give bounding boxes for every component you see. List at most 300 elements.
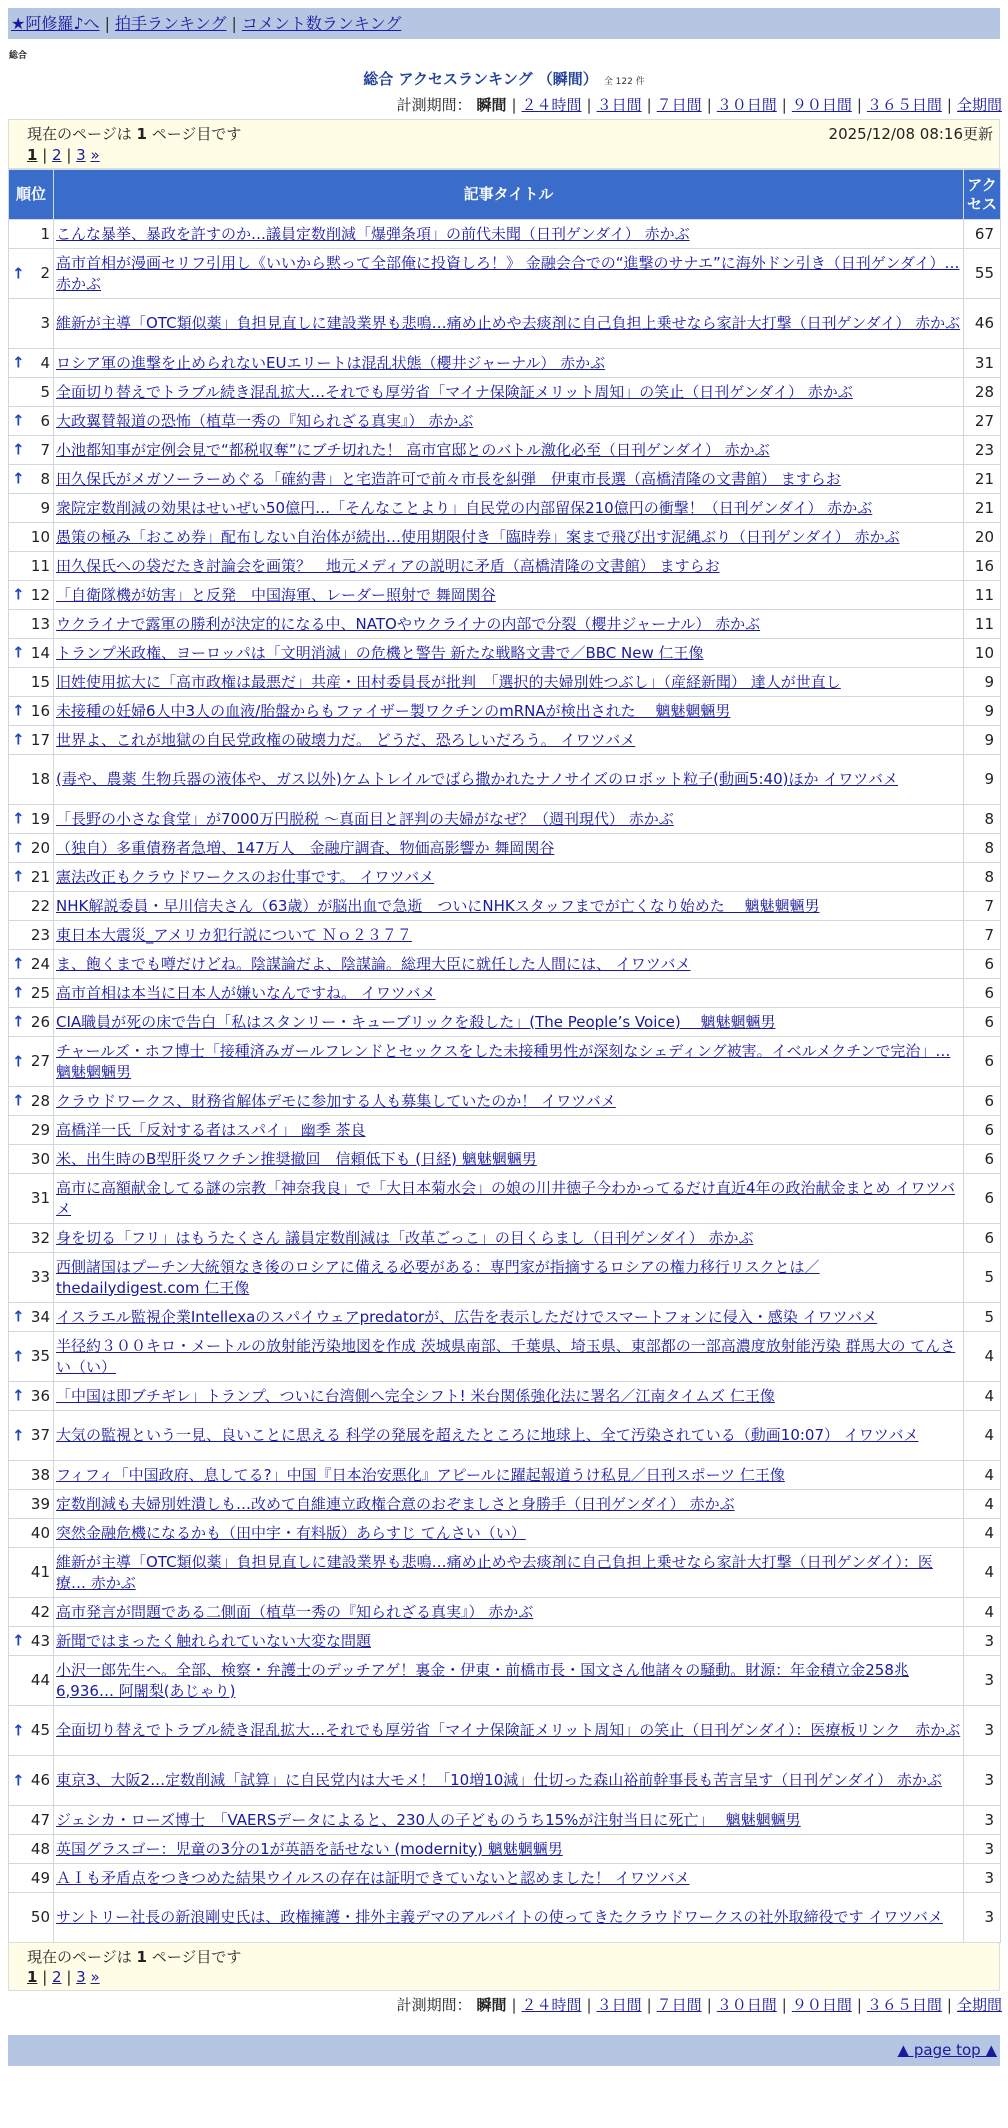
rank-number: 25 — [30, 983, 50, 1002]
title-cell — [54, 979, 964, 1008]
table-row — [9, 805, 1001, 834]
article-link[interactable]: 憲法改正もクラウドワークスのお仕事です。 イワツバメ — [56, 867, 435, 886]
rank-number: 46 — [30, 1771, 50, 1789]
rank-number: 6 — [40, 411, 50, 430]
page-next-link-bottom[interactable]: » — [90, 1968, 100, 1986]
rank-cell — [9, 1253, 54, 1303]
article-link[interactable]: 世界よ、これが地獄の自民党政権の破壊力だ。 どうだ、恐ろしいだろう。 イワツバメ — [56, 730, 636, 749]
up-arrow-icon: ↑ — [12, 983, 25, 1002]
rank-cell — [9, 1087, 54, 1116]
article-link[interactable]: 全面切り替えでトラブル続き混乱拡大…それでも厚労省「マイナ保険証メリット周知」の笑止（日刊ゲンダイ）：医療板リンク 赤かぶ — [56, 1721, 961, 1739]
rank-cell — [9, 834, 54, 863]
article-link[interactable]: 英国グラスゴー：児童の3分の1が英語を話せない (modernity) 魑魅魍魎男 — [56, 1839, 563, 1858]
title-cell — [54, 581, 964, 610]
article-link[interactable]: 「長野の小さな食堂」が7000万円脱税 ～真面目と評判の夫婦がなぜ？（週刊現代） 赤かぶ — [56, 809, 674, 828]
access-count: 55 — [964, 249, 1001, 299]
rank-cell — [9, 1224, 54, 1253]
up-arrow-icon: ↑ — [12, 1386, 25, 1405]
page-link-2[interactable]: 2 — [52, 146, 62, 164]
period-link-90d[interactable]: ９０日間 — [791, 96, 852, 114]
access-count: 3 — [964, 1706, 1001, 1756]
title-cell — [54, 1806, 964, 1835]
page-current: 1 — [27, 146, 38, 164]
title-cell — [54, 494, 964, 523]
access-count: 21 — [964, 465, 1001, 494]
header-rank: 順位 — [9, 170, 54, 220]
pager-top — [8, 119, 1000, 169]
rank-number: 50 — [30, 1908, 50, 1926]
article-link[interactable]: 未接種の妊婦6人中3人の血液/胎盤からもファイザー製ワクチンのmRNAが検出された 魑魅魍魎男 — [56, 701, 731, 720]
article-link[interactable]: (毒や、農薬 生物兵器の液体や、ガス以外)ケムトレイルでばら撒かれたナノサイズのロボット粒子(動画5:40)ほか イワツバメ — [56, 770, 898, 788]
rank-number: 33 — [30, 1268, 50, 1286]
updated-time: 2025/12/08 08:16更新 — [828, 125, 993, 143]
access-count: 6 — [964, 1087, 1001, 1116]
period-selector-top: 計測期間： 瞬間 | ２４時間 | ３日間 | ７日間 | ３０日間 | ９０日間 | ３６５日間 | 全期間 — [396, 96, 1002, 114]
rank-number: 8 — [40, 469, 50, 488]
period-current-bottom: 瞬間 — [476, 1996, 507, 2014]
rank-cell — [9, 407, 54, 436]
rank-number: 30 — [30, 1149, 50, 1168]
table-row — [9, 1411, 1001, 1461]
table-row — [9, 697, 1001, 726]
rank-cell — [9, 523, 54, 552]
article-link[interactable]: こんな暴挙、暴政を許すのか…議員定数削減「爆弾条項」の前代未聞（日刊ゲンダイ） 赤かぶ — [56, 224, 690, 243]
rank-cell — [9, 1382, 54, 1411]
pager-bottom — [8, 1942, 1000, 1991]
rank-cell — [9, 249, 54, 299]
table-row — [9, 950, 1001, 979]
title-cell — [54, 1598, 964, 1627]
rank-cell — [9, 1332, 54, 1382]
up-arrow-icon: ↑ — [12, 1091, 25, 1110]
rank-cell — [9, 1548, 54, 1598]
page-next-link[interactable]: » — [90, 146, 100, 164]
rank-cell — [9, 1706, 54, 1756]
period-link-7d-bottom[interactable]: ７日間 — [656, 1996, 702, 2014]
rank-number: 2 — [40, 264, 50, 282]
top-nav-bar — [8, 8, 1000, 39]
access-count: 6 — [964, 1116, 1001, 1145]
rank-number: 45 — [30, 1721, 50, 1739]
access-count: 27 — [964, 407, 1001, 436]
table-row — [9, 436, 1001, 465]
title-cell — [54, 863, 964, 892]
rank-cell — [9, 552, 54, 581]
access-count: 9 — [964, 697, 1001, 726]
access-count: 6 — [964, 1008, 1001, 1037]
table-row — [9, 1145, 1001, 1174]
title-cell — [54, 1008, 964, 1037]
article-link[interactable]: 旧姓使用拡大に「高市政権は最悪だ」共産・田村委員長が批判 「選択的夫婦別姓つぶし」（産経新聞） 達人が世直し — [56, 672, 841, 691]
ranking-table — [8, 169, 1001, 1943]
up-arrow-icon: ↑ — [12, 585, 25, 604]
table-row — [9, 668, 1001, 697]
access-count: 5 — [964, 1253, 1001, 1303]
table-row — [9, 1382, 1001, 1411]
access-count: 8 — [964, 863, 1001, 892]
article-link[interactable]: 高橋洋一氏「反対する者はスパイ」 幽季 茶良 — [56, 1120, 366, 1139]
up-arrow-icon: ↑ — [12, 411, 25, 430]
rank-cell — [9, 1008, 54, 1037]
title-cell — [54, 1656, 964, 1706]
article-link[interactable]: 全面切り替えでトラブル続き混乱拡大…それでも厚労省「マイナ保険証メリット周知」の笑止（日刊ゲンダイ） 赤かぶ — [56, 382, 853, 401]
table-row — [9, 407, 1001, 436]
article-link[interactable]: イスラエル監視企業Intellexaのスパイウェアpredatorが、広告を表示しただけでスマートフォンに侵入・感染 イワツバメ — [56, 1307, 878, 1326]
access-count: 11 — [964, 610, 1001, 639]
access-count: 4 — [964, 1519, 1001, 1548]
article-link[interactable]: チャールズ・ホフ博士「接種済みガールフレンドとセックスをした未接種男性が深刻なシェディング被害。イベルメクチンで完治」… 魑魅魍魎男 — [56, 1041, 951, 1081]
rank-cell — [9, 349, 54, 378]
access-count: 9 — [964, 726, 1001, 755]
up-arrow-icon: ↑ — [12, 353, 25, 372]
article-link[interactable]: 大政翼賛報道の恐怖（植草一秀の『知られざる真実』） 赤かぶ — [56, 411, 474, 430]
rank-number: 19 — [30, 809, 50, 828]
table-row — [9, 610, 1001, 639]
rank-number: 42 — [30, 1602, 50, 1621]
access-count: 6 — [964, 950, 1001, 979]
title-cell — [54, 1174, 964, 1224]
rank-number: 26 — [30, 1012, 50, 1031]
table-row — [9, 726, 1001, 755]
access-count: 6 — [964, 1145, 1001, 1174]
total-count: 全 122 件 — [603, 77, 645, 87]
access-count: 8 — [964, 834, 1001, 863]
rank-number: 34 — [30, 1307, 50, 1326]
applause-ranking-link[interactable]: 拍手ランキング — [114, 14, 227, 33]
up-arrow-icon: ↑ — [12, 867, 25, 886]
rank-cell — [9, 494, 54, 523]
rank-cell — [9, 1519, 54, 1548]
title-cell — [54, 805, 964, 834]
rank-cell — [9, 1037, 54, 1087]
up-arrow-icon: ↑ — [12, 440, 25, 459]
rank-cell — [9, 378, 54, 407]
title-cell — [54, 610, 964, 639]
access-count: 4 — [964, 1411, 1001, 1461]
table-row — [9, 378, 1001, 407]
period-link-all-bottom[interactable]: 全期間 — [956, 1996, 1002, 2014]
article-link[interactable]: 維新が主導「OTC類似薬」負担見直しに建設業界も悲鳴…痛め止めや去痰剤に自己負担上乗せなら家計大打撃（日刊ゲンダイ） 赤かぶ — [56, 314, 961, 332]
rank-cell — [9, 610, 54, 639]
access-count: 31 — [964, 349, 1001, 378]
rank-number: 11 — [30, 556, 50, 575]
title-cell — [54, 697, 964, 726]
period-link-30d-bottom[interactable]: ３０日間 — [716, 1996, 777, 2014]
access-count: 4 — [964, 1332, 1001, 1382]
rank-number: 29 — [30, 1120, 50, 1139]
rank-number: 18 — [30, 770, 50, 788]
article-link[interactable]: 衆院定数削減の効果はせいぜい50億円…「そんなことより」自民党の内部留保210億円の衝撃！（日刊ゲンダイ） 赤かぶ — [56, 498, 873, 517]
article-link[interactable]: 「中国は即ブチギレ」トランプ、ついに台湾側へ完全シフト! 米台関係強化法に署名／江南タイムズ 仁王像 — [56, 1386, 775, 1405]
article-link[interactable]: サントリー社長の新浪剛史氏は、政権擁護・排外主義デマのアルバイトの使ってきたクラウドワークスの社外取締役です イワツバメ — [56, 1908, 943, 1926]
title-cell — [54, 1864, 964, 1893]
rank-number: 10 — [30, 527, 50, 546]
access-count: 8 — [964, 805, 1001, 834]
table-row — [9, 1864, 1001, 1893]
table-row — [9, 1598, 1001, 1627]
page-link-3-bottom[interactable]: 3 — [76, 1968, 86, 1986]
rank-number: 40 — [30, 1523, 50, 1542]
title-cell — [54, 465, 964, 494]
title-cell — [54, 1411, 964, 1461]
page-link-3[interactable]: 3 — [76, 146, 86, 164]
rank-cell — [9, 1835, 54, 1864]
period-link-30d[interactable]: ３０日間 — [716, 96, 777, 114]
rank-number: 17 — [30, 730, 50, 749]
up-arrow-icon: ↑ — [12, 730, 25, 749]
rank-cell — [9, 1116, 54, 1145]
article-link[interactable]: （独自）多重債務者急増、147万人 金融庁調査、物価高影響か 舞岡関谷 — [56, 838, 555, 857]
table-row — [9, 1490, 1001, 1519]
access-count: 10 — [964, 639, 1001, 668]
table-row — [9, 552, 1001, 581]
table-row — [9, 1706, 1001, 1756]
title-cell — [54, 349, 964, 378]
up-arrow-icon: ↑ — [12, 1347, 25, 1365]
rank-cell — [9, 1461, 54, 1490]
rank-number: 38 — [30, 1465, 50, 1484]
up-arrow-icon: ↑ — [12, 1012, 25, 1031]
rank-number: 21 — [30, 867, 50, 886]
article-link[interactable]: クラウドワークス、財務省解体デモに参加する人も募集していたのか！ イワツバメ — [56, 1091, 616, 1110]
rank-cell — [9, 1174, 54, 1224]
article-link[interactable]: 小池都知事が定例会見で“都税収奪”にブチ切れた！ 高市官邸とのバトル激化必至（日刊ゲンダイ） 赤かぶ — [56, 440, 770, 459]
access-count: 21 — [964, 494, 1001, 523]
period-link-7d[interactable]: ７日間 — [656, 96, 702, 114]
table-row — [9, 249, 1001, 299]
rank-number: 23 — [30, 925, 50, 944]
article-link[interactable]: ウクライナで露軍の勝利が決定的になる中、NATOやウクライナの内部で分裂（櫻井ジャーナル） 赤かぶ — [56, 614, 761, 633]
period-selector-bottom: 計測期間： 瞬間 | ２４時間 | ３日間 | ７日間 | ３０日間 | ９０日間 | ３６５日間 | 全期間 — [396, 1996, 1002, 2014]
rank-cell — [9, 1756, 54, 1806]
period-label-bottom: 計測期間： — [396, 1996, 472, 2014]
table-row — [9, 1893, 1001, 1943]
article-link[interactable]: 東日本大震災_アメリカ犯行説について Ｎｏ２３７７ — [56, 925, 412, 944]
table-row — [9, 921, 1001, 950]
rank-number: 49 — [30, 1868, 50, 1887]
table-row — [9, 1656, 1001, 1706]
rank-cell — [9, 1598, 54, 1627]
article-link[interactable]: 半径約３００キロ・メートルの放射能汚染地図を作成 茨城県南部、千葉県、埼玉県、東部都の一部高濃度放射能汚染 群馬大の てんさい（い） — [56, 1336, 956, 1376]
title-cell — [54, 1382, 964, 1411]
period-link-90d-bottom[interactable]: ９０日間 — [791, 1996, 852, 2014]
article-link[interactable]: 田久保氏への袋だたき討論会を画策？ 地元メディアの説明に矛盾（高橋清隆の文書館） ますらお — [56, 556, 720, 575]
title-cell — [54, 299, 964, 349]
ranking-rows — [9, 220, 1001, 1943]
article-link[interactable]: トランプ米政権、ヨーロッパは「文明消滅」の危機と警告 新たな戦略文書で／BBC New 仁王像 — [56, 643, 704, 662]
title-cell — [54, 726, 964, 755]
access-count: 5 — [964, 1303, 1001, 1332]
article-link[interactable]: CIA職員が死の床で告白「私はスタンリー・キューブリックを殺した」(The People’s Voice) 魑魅魍魎男 — [56, 1012, 776, 1031]
rank-number: 16 — [30, 701, 50, 720]
up-arrow-icon: ↑ — [12, 643, 25, 662]
article-link[interactable]: 身を切る「フリ」はもうたくさん 議員定数削減は「改革ごっこ」の目くらまし（日刊ゲンダイ） 赤かぶ — [56, 1228, 754, 1247]
rank-cell — [9, 697, 54, 726]
rank-cell — [9, 581, 54, 610]
period-link-365d[interactable]: ３６５日間 — [866, 96, 942, 114]
article-link[interactable]: 「自衛隊機が妨害」と反発 中国海軍、レーダー照射で 舞岡関谷 — [56, 585, 496, 604]
period-link-24h[interactable]: ２４時間 — [521, 96, 582, 114]
table-row — [9, 1087, 1001, 1116]
access-count: 9 — [964, 668, 1001, 697]
article-link[interactable]: 西側諸国はプーチン大統領なき後のロシアに備える必要がある：専門家が指摘するロシアの権力移行リスクとは／thedailydigest.com 仁王像 — [56, 1257, 820, 1297]
page-status-bottom: 現在のページは 1 ページ目です — [27, 1948, 242, 1966]
title-cell — [54, 378, 964, 407]
article-link[interactable]: 定数削減も夫婦別姓潰しも…改めて自維連立政権合意のおぞましさと身勝手（日刊ゲンダイ） 赤かぶ — [56, 1494, 735, 1513]
table-row — [9, 1806, 1001, 1835]
title-cell — [54, 436, 964, 465]
rank-cell — [9, 220, 54, 249]
rank-number: 32 — [30, 1228, 50, 1247]
title-cell — [54, 950, 964, 979]
title-cell — [54, 1461, 964, 1490]
access-count: 4 — [964, 1598, 1001, 1627]
title-cell — [54, 921, 964, 950]
article-link[interactable]: 愚策の極み「おこめ券」配布しない自治体が続出…使用期限付き「臨時券」案まで飛び出す泥縄ぶり（日刊ゲンダイ） 赤かぶ — [56, 527, 900, 546]
article-link[interactable]: 小沢一郎先生へ。全部、検察・弁護士のデッチアゲ！裏金・伊東・前橋市長・国文さん他諸々の騒動。財源：年金積立金258兆6,936… 阿闍梨(あじゃり) — [56, 1660, 909, 1700]
rank-number: 7 — [40, 440, 50, 459]
article-link[interactable]: フィフィ「中国政府、息してる?」中国『日本治安悪化』アピールに躍起報道うけ私見／日刊スポーツ 仁王像 — [56, 1465, 785, 1484]
period-link-3d-bottom[interactable]: ３日間 — [596, 1996, 642, 2014]
access-count: 16 — [964, 552, 1001, 581]
period-link-all[interactable]: 全期間 — [956, 96, 1002, 114]
rank-number: 47 — [30, 1810, 50, 1829]
title-cell — [54, 1835, 964, 1864]
title-cell — [54, 1303, 964, 1332]
title-cell — [54, 1519, 964, 1548]
access-count: 6 — [964, 1037, 1001, 1087]
page-current-bottom: 1 — [27, 1968, 38, 1986]
article-link[interactable]: 維新が主導「OTC類似薬」負担見直しに建設業界も悲鳴…痛め止めや去痰剤に自己負担上乗せなら家計大打撃（日刊ゲンダイ）：医療… 赤かぶ — [56, 1552, 933, 1592]
rank-number: 43 — [30, 1631, 50, 1650]
page-link-2-bottom[interactable]: 2 — [52, 1968, 62, 1986]
rank-number: 4 — [40, 353, 50, 372]
rank-number: 5 — [40, 382, 50, 401]
title-cell — [54, 1548, 964, 1598]
title-cell — [54, 407, 964, 436]
ranking-title: 総合 アクセスランキング （瞬間） — [363, 70, 598, 88]
access-count: 7 — [964, 921, 1001, 950]
period-link-24h-bottom[interactable]: ２４時間 — [521, 1996, 582, 2014]
table-row — [9, 755, 1001, 805]
period-label: 計測期間： — [396, 96, 472, 114]
header-access: アクセス — [964, 170, 1001, 220]
access-count: 20 — [964, 523, 1001, 552]
period-link-3d[interactable]: ３日間 — [596, 96, 642, 114]
access-count: 9 — [964, 755, 1001, 805]
rank-number: 39 — [30, 1494, 50, 1513]
rank-number: 35 — [30, 1347, 50, 1365]
rank-cell — [9, 805, 54, 834]
access-count: 4 — [964, 1382, 1001, 1411]
up-arrow-icon: ↑ — [12, 1426, 25, 1444]
table-row — [9, 834, 1001, 863]
table-row — [9, 1756, 1001, 1806]
table-row — [9, 299, 1001, 349]
article-link[interactable]: 東京3、大阪2…定数削減「試算」に自民党内は大モメ！「10増10減」仕切った森山裕前幹事長も苦言呈す（日刊ゲンダイ） 赤かぶ — [56, 1771, 942, 1789]
access-count: 3 — [964, 1893, 1001, 1943]
article-link[interactable]: 田久保氏がメガソーラーめぐる「確約書」と宅造許可で前々市長を糾弾 伊東市長選（高橋清隆の文書館） ますらお — [56, 469, 841, 488]
article-link[interactable]: ＡＩも矛盾点をつきつめた結果ウイルスの存在は証明できていないと認めました！ イワツバメ — [56, 1868, 690, 1887]
home-link[interactable]: ★阿修羅♪へ — [11, 14, 100, 33]
table-row — [9, 1253, 1001, 1303]
article-link[interactable]: 高市首相は本当に日本人が嫌いなんですね。 イワツバメ — [56, 983, 436, 1002]
access-count: 7 — [964, 892, 1001, 921]
table-row — [9, 494, 1001, 523]
article-link[interactable]: 高市発言が問題である二側面（植草一秀の『知られざる真実』） 赤かぶ — [56, 1602, 534, 1621]
title-cell — [54, 1037, 964, 1087]
up-arrow-icon: ↑ — [12, 1771, 25, 1789]
rank-cell — [9, 436, 54, 465]
table-row — [9, 523, 1001, 552]
access-count: 4 — [964, 1548, 1001, 1598]
table-row — [9, 1224, 1001, 1253]
table-row — [9, 1037, 1001, 1087]
up-arrow-icon: ↑ — [12, 954, 25, 973]
up-arrow-icon: ↑ — [12, 469, 25, 488]
page-top-link[interactable]: ▲ page top ▲ — [897, 2041, 997, 2059]
title-cell — [54, 1145, 964, 1174]
article-link[interactable]: 米、出生時のB型肝炎ワクチン推奨撤回 信頼低下も (日経) 魑魅魍魎男 — [56, 1149, 537, 1168]
article-link[interactable]: ロシア軍の進撃を止められないEUエリートは混乱状態（櫻井ジャーナル） 赤かぶ — [56, 353, 606, 372]
article-link[interactable]: 高市に高額献金してる謎の宗教「神奈我良」で「大日本菊水会」の娘の川井徳子今わかってるだけ直近4年の政治献金まとめ イワツバメ — [56, 1178, 956, 1218]
table-row — [9, 220, 1001, 249]
rank-cell — [9, 1411, 54, 1461]
title-cell — [54, 1116, 964, 1145]
title-cell — [54, 1253, 964, 1303]
rank-number: 41 — [30, 1563, 50, 1581]
rank-number: 28 — [30, 1091, 50, 1110]
period-link-365d-bottom[interactable]: ３６５日間 — [866, 1996, 942, 2014]
access-count: 3 — [964, 1835, 1001, 1864]
article-link[interactable]: 新聞ではまったく触れられていない大変な問題 — [56, 1631, 372, 1650]
up-arrow-icon: ↑ — [12, 264, 25, 282]
rank-number: 12 — [30, 585, 50, 604]
article-link[interactable]: 突然金融危機になるかも（田中宇・有料版）あらすじ てんさい（い） — [56, 1523, 526, 1542]
article-link[interactable]: 高市首相が漫画セリフ引用し《いいから黙って全部俺に投資しろ！》 金融会合での“進撃のサナエ”に海外ドン引き（日刊ゲンダイ）… 赤かぶ — [56, 253, 960, 293]
pagination: 1 | 2 | 3 » — [27, 146, 100, 164]
rank-cell — [9, 639, 54, 668]
up-arrow-icon: ↑ — [12, 1052, 25, 1070]
up-arrow-icon: ↑ — [12, 1721, 25, 1739]
rank-cell — [9, 1864, 54, 1893]
table-row — [9, 1835, 1001, 1864]
article-link[interactable]: NHK解説委員・早川信夫さん（63歳）が脳出血で急逝 ついにNHKスタッフまでが亡くなり始めた 魑魅魍魎男 — [56, 896, 820, 915]
table-row — [9, 1461, 1001, 1490]
title-cell — [54, 1087, 964, 1116]
comment-ranking-link[interactable]: コメント数ランキング — [241, 14, 402, 33]
rank-cell — [9, 755, 54, 805]
title-cell — [54, 523, 964, 552]
article-link[interactable]: 大気の監視という一見、良いことに思える 科学の発展を超えたところに地球上、全て汚染されている（動画10:07） イワツバメ — [56, 1426, 919, 1444]
rank-number: 15 — [30, 672, 50, 691]
title-cell — [54, 1332, 964, 1382]
access-count: 3 — [964, 1756, 1001, 1806]
page-title — [0, 69, 1008, 89]
article-link[interactable]: ま、飽くまでも噂だけどね。陰謀論だよ、陰謀論。総理大臣に就任した人間には、 イワツバメ — [56, 954, 691, 973]
up-arrow-icon: ↑ — [12, 701, 25, 720]
rank-number: 37 — [30, 1426, 50, 1444]
table-row — [9, 1548, 1001, 1598]
title-cell — [54, 1490, 964, 1519]
rank-number: 14 — [30, 643, 50, 662]
title-cell — [54, 834, 964, 863]
title-cell — [54, 249, 964, 299]
article-link[interactable]: ジェシカ・ローズ博士 「VAERSデータによると、230人の子どものうち15%が注射当日に死亡」 魑魅魍魎男 — [56, 1810, 801, 1829]
nav-separator: | — [231, 14, 237, 33]
table-row — [9, 1174, 1001, 1224]
access-count: 3 — [964, 1656, 1001, 1706]
